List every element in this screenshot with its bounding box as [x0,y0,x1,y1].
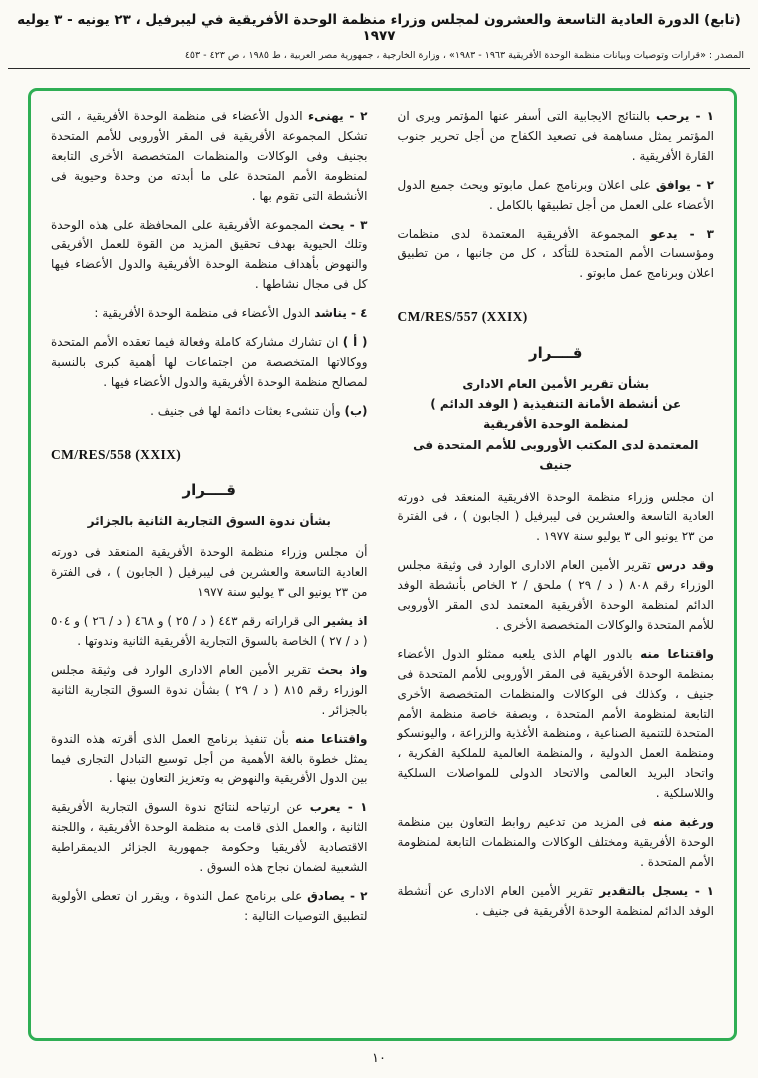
paragraph [398,225,715,285]
paragraph-lead: ٢ - يهنىء [308,109,368,123]
paragraph [51,333,368,393]
paragraph-text: عن ارتياحه لنتائج ندوة السوق التجارية الأفريقية الثانية ، والعمل الذى قامت به منظمة الوحدة الأفريقية ، واللجنة الاقتصادية لأفريقيا وحكومة جمهورية الجزائر الديمقراطية الشعبية لضمان نجاح هذه السوق . [51,800,368,875]
page-header [0,0,758,69]
column-right [398,107,715,931]
paragraph [51,730,368,790]
resolution-title: قــــرار [529,343,583,362]
paragraph [51,304,368,324]
paragraph-text: ان مجلس وزراء منظمة الوحدة الافريقية المنعقد فى دورته العادية التاسعة والعشرين فى ليبرفيل ( الجابون ) ، فى الفترة من ٢٣ يونيو الى ٣ يوليو سنة ١٩٧٧ . [397,489,714,544]
paragraph-text: فى المزيد من تدعيم روابط التعاون بين منظمة الوحدة الأفريقية ومختلف الوكالات والمنظمات التابعة لمنظومة الأمم المتحدة . [397,815,714,869]
paragraph-lead: ٢ - يوافق [655,177,714,192]
paragraph-text: وأن تنشىء بعثات دائمة لها فى جنيف . [150,403,341,418]
session-title: (تابع) الدورة العادية التاسعة والعشرون لمجلس وزراء منظمة الوحدة الأفريقية في ليبرفيل ، ٢٣ يونيه - ٣ يوليه ١٩٧٧ [17,12,741,44]
resolution-subtitle [51,511,368,531]
paragraph-text: الى قراراته رقم ٤٤٣ ( د / ٢٥ ) و ٤٦٨ ( د / ٢٦ ) و ٥٠٤ ( د / ٢٧ ) الخاصة بالسوق التجارية الأفريقية الثانية وندوتها . [51,614,368,648]
resolution-title: قــــرار [182,481,236,500]
paragraph-lead: واقتناعا منه [640,646,714,661]
resolution-code: CM/RES/558 (XXIX) [51,446,182,462]
paragraph-text: أن مجلس وزراء منظمة الوحدة الأفريقية المنعقد فى دورته العادية التاسعة والعشرين فى ليبرفيل ( الجابون ) ، فى الفترة من ٢٣ يونيو الى ٣ يوليو سنة ١٩٧٧ [51,545,368,600]
paragraph-text: المجموعة الأفريقية المعتمدة لدى منظمات ومؤسسات الأمم المتحدة للتأكد ، كل من جانبها ، من تطبيق اعلان وبرنامج عمل مابوتو . [397,226,714,281]
paragraph [51,661,368,721]
paragraph-text: تقرير الأمين العام الادارى الوارد فى وثيقة مجلس الوزراء رقم ٨١٥ ( د / ٢٩ ) بشأن ندوة السوق التجارية الثانية بالجزائر . [51,662,368,717]
paragraph [51,543,368,603]
subtitle-line: لمنظمة الوحدة الأفريقية [483,417,629,432]
page-number: ١٠ [372,1051,386,1066]
text-columns [51,107,714,936]
paragraph [398,556,715,636]
paragraph [51,216,368,296]
paragraph-text: تقرير الأمين العام الادارى عن أنشطة الوفد الدائم لمنظمة الوحدة الأفريقية فى جنيف . [397,883,714,918]
paragraph-lead: ٣ - يحث [318,217,368,232]
paragraph-text: ان تشارك مشاركة كاملة وفعالة فيما تعقده الأمم المتحدة ووكالاتها المتخصصة من اجتماعات لها أهمية كبرى بالنسبة لمصالح منظمة الوحدة الأفريقية والدول الأعضاء فيها . [51,335,368,389]
paragraph [51,107,368,207]
paragraph-lead: ٣ - يدعو [650,226,714,241]
paragraph-lead: ٤ - يناشد [314,306,368,321]
paragraph-lead: واذ بحث [317,662,368,677]
paragraph-text: تقرير الأمين العام الادارى الوارد فى وثيقة مجلس الوزراء رقم ٨٠٨ ( د / ٢٩ ) ملحق / ٢ الخاص بأنشطة الوفد الدائم لمنظمة الوحدة الأفريقية المعتمد لدى المقر الأوروبى للأمم المتحدة والوكالات المتخصصة الأخرى . [397,558,715,632]
paragraph [51,887,368,927]
paragraph [398,645,715,804]
paragraph [51,402,368,422]
paragraph-lead: واقتناعا منه [294,731,368,746]
paragraph-lead: ورغبة منه [652,815,714,830]
paragraph-lead: ٢ - يصادق [307,888,368,903]
header-divider [8,68,750,69]
paragraph-lead: (ب) [344,403,368,418]
resolution-subtitle [398,374,715,476]
paragraph-lead: ١ - يسجل بالتقدير [599,883,714,898]
paragraph-lead: اذ يشير [323,614,368,629]
subtitle-line: بشأن تقرير الأمين العام الادارى [462,376,650,391]
paragraph [51,798,368,878]
paragraph-text: على اعلان وبرنامج عمل مابوتو ويحث جميع الدول الأعضاء على العمل من أجل تطبيقها بالكامل . [397,177,714,212]
paragraph [398,813,715,873]
paragraph-text: على برنامج عمل الندوة ، ويقرر ان تعطى الأولوية لتطبيق التوصيات التالية : [51,888,368,923]
paragraph-lead: ١ - يعرب [309,800,368,815]
subtitle-line: المعتمدة لدى المكتب الأوروبى للأمم المتحدة فى جنيف [413,437,699,473]
subtitle-line: عن أنشطة الأمانة التنفيذية ( الوفد الدائم ) [430,396,682,411]
paragraph [398,882,715,922]
content-frame [28,88,737,1041]
paragraph [51,612,368,652]
resolution-code: CM/RES/557 (XXIX) [397,309,528,325]
column-left [51,107,368,936]
paragraph-text: بأن تنفيذ برنامج العمل الذى أقرته هذه الندوة يمثل خطوة بالغة الأهمية من أجل توسيع التبادل التجارى فيما بين الدول الأفريقية والنهوض به وتعزيز التعاون بينها . [51,731,368,786]
source-citation: المصدر : «قرارات وتوصيات وبيانات منظمة الوحدة الأفريقية ١٩٦٣ - ١٩٨٣» ، وزارة الخارجية ، جمهورية مصر العربية ، ط ١٩٨٥ ، ص ٤٢٣ - ٤٥٣ [184,50,744,61]
paragraph [398,176,715,216]
paragraph [398,107,715,167]
paragraph-text: بالدور الهام الذى يلعبه ممثلو الدول الأعضاء بمنظمة الوحدة الأفريقية فى المقر الأوروبى للأمم المتحدة فى جنيف ، وكذلك فى الوكالات والمنظمات المتخصصة الأخرى التابعة لمنظومة الأمم المتحدة ، وبصفة خاصة منظمة الأمم المتحدة للتنمية الصناعية ، ومنظمة الأغذية والزراعة ، واليونسكو ومنظمة العمل الدولية ، والمنظمة العالمية للملكية الفكرية ، واتحاد البريد العالمى والاتحاد الدولى للمواصلات السلكية واللاسلكية . [397,646,714,801]
paragraph-lead: وقد درس [656,558,714,573]
paragraph-text: الدول الأعضاء فى منظمة الوحدة الأفريقية : [94,306,311,321]
paragraph-lead: ١ - يرحب [656,109,714,123]
paragraph-text: بالنتائج الايجابية التى أسفر عنها المؤتمر ويرى ان المؤتمر يمثل مساهمة فى تصعيد الكفاح من أجل تحرير جنوب القارة الأفريقية . [397,109,714,163]
paragraph [398,488,715,548]
subtitle-line: بشأن ندوة السوق التجارية الثانية بالجزائر [87,513,331,528]
paragraph-text: الدول الأعضاء فى منظمة الوحدة الأفريقية ، التى تشكل المجموعة الأفريقية فى المقر الأوروبى للأمم المتحدة بجنيف وفى الوكالات والمنظمات المتخصصة الأخرى التابعة لمنظومة الأمم المتحدة على ما أبدته من وحدة وحيوية فى الأنشطة التى تقوم بها . [51,109,368,203]
paragraph-lead: ( أ ) [342,335,368,350]
paragraph-text: المجموعة الأفريقية على المحافظة على هذه الوحدة وتلك الحيوية بهدف تحقيق المزيد من القوة للعمل الأفريقى والنهوض بأهداف منظمة الوحدة الأفريقية والدول الأعضاء فيها كل فى مجال نشاطها . [51,217,368,292]
